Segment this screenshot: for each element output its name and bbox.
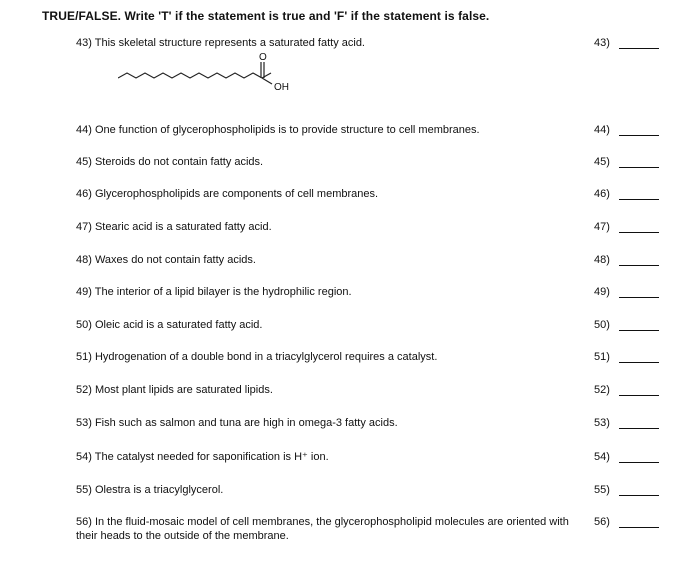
hydroxyl-bond	[262, 78, 272, 84]
question-46-text: 46) Glycerophospholipids are components of cell membranes.	[76, 188, 379, 200]
question-55-number: 55)	[594, 484, 610, 496]
question-43-number: 43)	[594, 37, 610, 49]
question-52-answer-blank[interactable]	[619, 395, 659, 396]
question-47-answer-blank[interactable]	[619, 232, 659, 233]
question-43-text: 43) This skeletal structure represents a saturated fatty acid.	[76, 37, 365, 49]
question-49-number: 49)	[594, 286, 610, 298]
question-46-number: 46)	[594, 188, 610, 200]
question-44-number: 44)	[594, 124, 610, 136]
question-48-text: 48) Waxes do not contain fatty acids.	[76, 254, 256, 266]
question-47-text: 47) Stearic acid is a saturated fatty acid.	[76, 221, 272, 233]
question-45-answer-blank[interactable]	[619, 167, 659, 168]
question-46-answer-blank[interactable]	[619, 199, 659, 200]
question-44-text: 44) One function of glycerophospholipids is to provide structure to cell membranes.	[76, 124, 480, 136]
question-50-answer-blank[interactable]	[619, 330, 659, 331]
question-56-text: 56) In the fluid-mosaic model of cell membranes, the glycerophospholipid molecules are oriented with their heads to the outside of the membrane.	[76, 516, 569, 542]
question-54-text: 54) The catalyst needed for saponification is H⁺ ion.	[76, 451, 329, 463]
question-56-answer-blank[interactable]	[619, 527, 659, 528]
question-56-number: 56)	[594, 516, 610, 528]
question-55-answer-blank[interactable]	[619, 495, 659, 496]
question-53-number: 53)	[594, 417, 610, 429]
question-55-text: 55) Olestra is a triacylglycerol.	[76, 484, 224, 496]
question-50-text: 50) Oleic acid is a saturated fatty acid.	[76, 319, 263, 331]
question-44-answer-blank[interactable]	[619, 135, 659, 136]
carbonyl-oxygen-label: O	[259, 52, 267, 63]
question-54-answer-blank[interactable]	[619, 462, 659, 463]
question-51-number: 51)	[594, 351, 610, 363]
question-53-text: 53) Fish such as salmon and tuna are high in omega-3 fatty acids.	[76, 417, 398, 429]
hydroxyl-label: OH	[274, 82, 289, 93]
section-heading: TRUE/FALSE. Write 'T' if the statement is true and 'F' if the statement is false.	[42, 9, 490, 23]
question-53-answer-blank[interactable]	[619, 428, 659, 429]
question-45-text: 45) Steroids do not contain fatty acids.	[76, 156, 264, 168]
fatty-acid-skeletal-structure	[118, 50, 308, 98]
question-45-number: 45)	[594, 156, 610, 168]
question-49-answer-blank[interactable]	[619, 297, 659, 298]
question-48-number: 48)	[594, 254, 610, 266]
question-49-text: 49) The interior of a lipid bilayer is the hydrophilic region.	[76, 286, 352, 298]
question-47-number: 47)	[594, 221, 610, 233]
question-52-number: 52)	[594, 384, 610, 396]
carboxyl-bond	[262, 73, 271, 78]
carbon-chain	[118, 73, 262, 78]
question-51-text: 51) Hydrogenation of a double bond in a triacylglycerol requires a catalyst.	[76, 351, 438, 363]
question-43-answer-blank[interactable]	[619, 48, 659, 49]
question-51-answer-blank[interactable]	[619, 362, 659, 363]
question-48-answer-blank[interactable]	[619, 265, 659, 266]
question-52-text: 52) Most plant lipids are saturated lipids.	[76, 384, 273, 396]
question-50-number: 50)	[594, 319, 610, 331]
question-54-number: 54)	[594, 451, 610, 463]
